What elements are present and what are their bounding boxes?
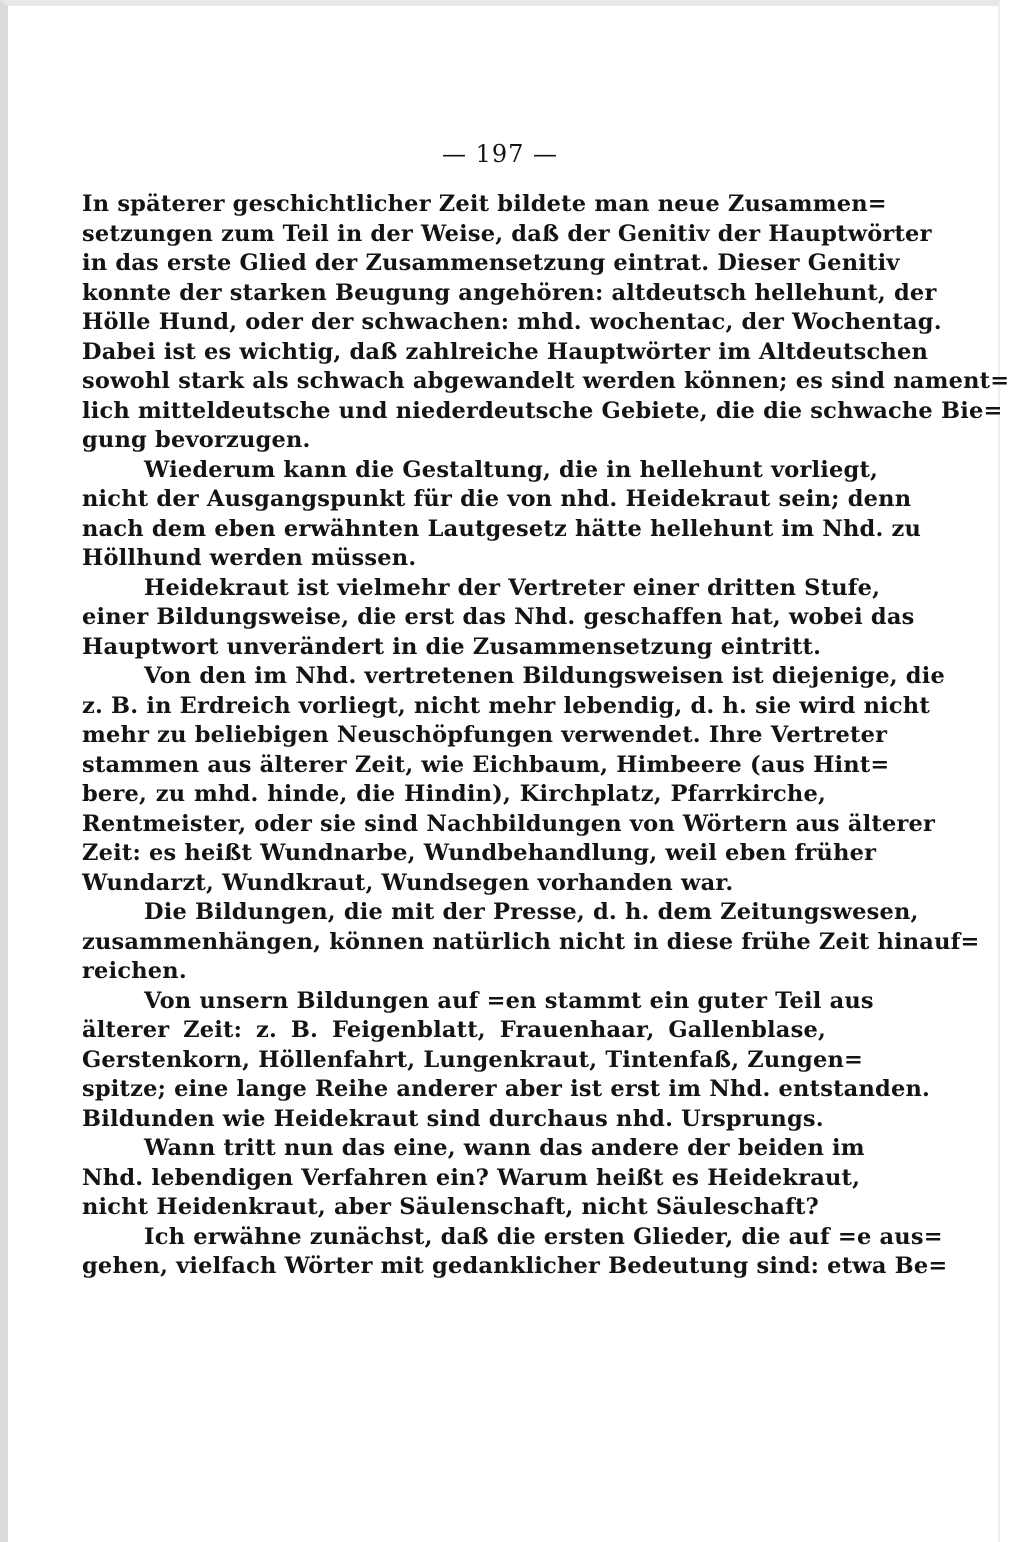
paragraph-3: [82, 574, 915, 663]
text-line: Heidekraut ist vielmehr der Vertreter einer dritten Stufe,: [144, 574, 881, 601]
text-line: Von unsern Bildungen auf =en stammt ein guter Teil aus: [144, 987, 874, 1014]
text-line: sowohl stark als schwach abgewandelt werden können; es sind nament=: [82, 368, 1009, 394]
text-line: älterer Zeit: z. B. Feigenblatt, Frauenhaar, Gallenblase,: [82, 1017, 826, 1043]
text-line: Die Bildungen, die mit der Presse, d. h. dem Zeitungswesen,: [144, 899, 919, 925]
text-line: in das erste Glied der Zusammensetzung eintrat. Dieser Genitiv: [82, 250, 900, 276]
text-line: Hauptwort unverändert in die Zusammensetzung eintritt.: [82, 633, 822, 660]
paragraph-1: [82, 190, 1009, 456]
text-line: Ich erwähne zunächst, daß die ersten Glieder, die auf =e aus=: [144, 1223, 943, 1250]
text-line: reichen.: [82, 958, 187, 984]
text-line: konnte der starken Beugung angehören: altdeutsch hellehunt, der: [82, 279, 937, 306]
text-line: Bildunden wie Heidekraut sind durchaus nhd. Ursprungs.: [82, 1105, 824, 1132]
text-line: stammen aus älterer Zeit, wie Eichbaum, Himbeere (aus Hint=: [82, 751, 890, 778]
text-line: Wiederum kann die Gestaltung, die in hellehunt vorliegt,: [144, 456, 879, 483]
paragraph-5: [82, 898, 980, 987]
text-line: zusammenhängen, können natürlich nicht in diese frühe Zeit hinauf=: [82, 928, 980, 955]
text-line: Hölle Hund, oder der schwachen: mhd. wochentac, der Wochentag.: [82, 309, 942, 335]
text-line: nicht Heidenkraut, aber Säulenschaft, nicht Säuleschaft?: [82, 1194, 819, 1220]
text-line: Dabei ist es wichtig, daß zahlreiche Hauptwörter im Altdeutschen: [82, 338, 929, 365]
text-line: In späterer geschichtlicher Zeit bildete man neue Zusammen=: [82, 191, 887, 217]
body-text: [82, 190, 1009, 1282]
text-line: mehr zu beliebigen Neuschöpfungen verwendet. Ihre Vertreter: [82, 722, 888, 748]
text-line: setzungen zum Teil in der Weise, daß der Genitiv der Hauptwörter: [82, 220, 932, 247]
text-line: einer Bildungsweise, die erst das Nhd. geschaffen hat, wobei das: [82, 604, 915, 630]
text-line: gehen, vielfach Wörter mit gedanklicher Bedeutung sind: etwa Be=: [82, 1253, 948, 1279]
text-line: Wundarzt, Wundkraut, Wundsegen vorhanden war.: [82, 869, 734, 896]
text-line: Von den im Nhd. vertretenen Bildungsweisen ist diejenige, die: [144, 663, 945, 689]
text-line: Nhd. lebendigen Verfahren ein? Warum heißt es Heidekraut,: [82, 1164, 861, 1191]
text-line: z. B. in Erdreich vorliegt, nicht mehr lebendig, d. h. sie wird nicht: [82, 692, 930, 719]
paragraph-6: [82, 987, 931, 1135]
text-line: spitze; eine lange Reihe anderer aber ist erst im Nhd. entstanden.: [82, 1076, 931, 1102]
text-line: Zeit: es heißt Wundnarbe, Wundbehandlung, weil eben früher: [82, 840, 877, 866]
paragraph-4: [82, 662, 945, 898]
text-line: gung bevorzugen.: [82, 427, 311, 453]
text-line: nach dem eben erwähnten Lautgesetz hätte hellehunt im Nhd. zu: [82, 515, 922, 542]
text-line: Rentmeister, oder sie sind Nachbildungen von Wörtern aus älterer: [82, 810, 936, 837]
text-line: Höllhund werden müssen.: [82, 545, 417, 571]
text-line: Gerstenkorn, Höllenfahrt, Lungenkraut, Tintenfaß, Zungen=: [82, 1046, 864, 1073]
paragraph-7: [82, 1134, 865, 1223]
paragraph-8: [82, 1223, 948, 1282]
page-number: — 197 —: [441, 140, 559, 168]
text-line: Wann tritt nun das eine, wann das andere der beiden im: [144, 1135, 865, 1161]
text-line: bere, zu mhd. hinde, die Hindin), Kirchplatz, Pfarrkirche,: [82, 781, 826, 807]
text-line: nicht der Ausgangspunkt für die von nhd. Heidekraut sein; denn: [82, 486, 912, 512]
text-line: lich mitteldeutsche und niederdeutsche Gebiete, die die schwache Bie=: [82, 397, 1003, 424]
paragraph-2: [82, 456, 922, 574]
